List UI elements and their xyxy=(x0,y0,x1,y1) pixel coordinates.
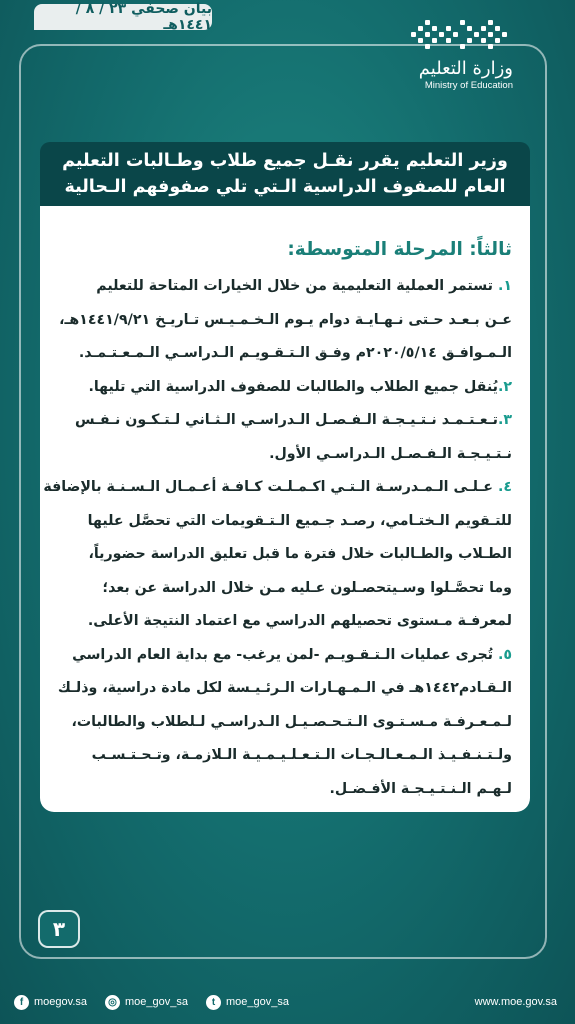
paragraph-line xyxy=(43,471,512,505)
paragraph-line xyxy=(54,672,512,706)
instagram-icon: ◎ xyxy=(105,995,120,1010)
paragraph-line xyxy=(54,337,512,371)
item-number: ٤. xyxy=(497,479,512,495)
footer xyxy=(0,980,575,1024)
paragraph-line xyxy=(54,371,512,405)
headline-line-1: وزير التعليم يقرر نقـل جميع طلاب وطـالبات التعليم xyxy=(62,151,508,171)
line-text: لـهـم الـنـتـيـجـة الأفـضـل. xyxy=(329,780,512,797)
line-text: للتـقويم الـختـامي، رصـد جـميع الـتـقويمات التي تحصَّل عليها xyxy=(87,512,512,529)
paragraph-line xyxy=(54,304,512,338)
facebook-link[interactable] xyxy=(14,995,87,1010)
ministry-name-english: Ministry of Education xyxy=(424,80,513,91)
ministry-name-arabic: وزارة التعليم xyxy=(418,58,513,79)
twitter-handle: moe_gov_sa xyxy=(226,996,289,1008)
line-text: لـمـعـرفـة مـسـتـوى الـتـحـصـيـل الـدراسـي لـلطلاب والطالبات، xyxy=(71,713,512,730)
item-number: ١. xyxy=(497,278,512,294)
line-text: يُنقل جميع الطلاب والطالبات للصفوف الدراسية التي تليها. xyxy=(88,378,498,395)
paragraph-line xyxy=(54,639,512,673)
paragraph-line xyxy=(54,538,512,572)
paragraph-line xyxy=(54,706,512,740)
paragraph-line xyxy=(54,270,512,304)
line-text: عـن بـعـد حـتى نـهـايـة دوام يـوم الـخـمـيـس تـاريـخ ١٤٤١/٩/٢١هـ، xyxy=(59,311,512,328)
headline-line-2: العام للصفوف الدراسية الـتي تلي صفوفهم الـحالية xyxy=(64,177,506,197)
line-text: وما تحصَّـلوا وسـيتحصـلون عـليه مـن خلال الدراسة عن بعد؛ xyxy=(102,579,512,596)
line-text: الطـلاب والطـالبات خلال فترة ما قبل تعليق الدراسة حضورياً، xyxy=(88,546,512,562)
line-text: لمعرفـة مـستوى تحصيلهم الدراسي مع اعتماد النتيجة الأعلى. xyxy=(87,613,512,629)
instagram-link[interactable] xyxy=(105,995,188,1010)
twitter-link[interactable] xyxy=(206,995,289,1010)
line-text: نـتـيـجـة الـفـصـل الـدراسـي الأول. xyxy=(269,445,512,462)
website-link[interactable]: www.moe.gov.sa xyxy=(474,996,557,1008)
paragraph-line xyxy=(54,404,512,438)
paragraph-list xyxy=(43,270,512,806)
facebook-handle: moegov.sa xyxy=(34,996,87,1008)
content-card xyxy=(40,206,530,812)
moe-logo-icon xyxy=(407,18,517,54)
ministry-logo xyxy=(397,18,517,96)
item-number: ٢. xyxy=(497,378,512,395)
press-release-badge: بيان صحفي ٢٣ / ٨ /١٤٤١هـ xyxy=(34,4,212,30)
line-text: الـقـادم١٤٤٢هـ في الـمـهـارات الـرئـيـسة لكل مادة دراسية، وذلـك xyxy=(57,680,512,696)
line-text: ولـتـنـفـيـذ الـمـعـالـجـات الـتـعـلـيـمـيـة الـلازمـة، وتـحـتـسـب xyxy=(91,747,512,763)
item-number: ٥. xyxy=(497,646,512,663)
line-text: تستمر العملية التعليمية من خلال الخيارات المتاحة للتعليم xyxy=(96,278,498,294)
page-number: ٣ xyxy=(38,910,80,948)
line-text: الـمـوافـق ٢٠٢٠/٥/١٤م وفـق الـتـقـويـم الـدراسـي الـمـعـتـمـد. xyxy=(78,345,512,361)
paragraph-line xyxy=(54,605,512,639)
instagram-handle: moe_gov_sa xyxy=(125,996,188,1008)
paragraph-line xyxy=(54,505,512,539)
twitter-icon: t xyxy=(206,995,221,1010)
section-title: ثالثاً: المرحلة المتوسطة: xyxy=(287,239,512,260)
line-text: عـلـى الـمـدرسـة الـتـي اكـمـلـت كـافـة أعـمـال الـسـنـة بالإضافة xyxy=(43,479,498,495)
paragraph-line xyxy=(54,739,512,773)
paragraph-line xyxy=(54,773,512,807)
paragraph-line xyxy=(54,572,512,606)
line-text: تـعـتـمـد نـتـيـجـة الـفـصـل الـدراسـي الـثـاني لـتـكـون نـفـس xyxy=(75,412,498,428)
facebook-icon: f xyxy=(14,995,29,1010)
headline-banner xyxy=(40,142,530,206)
line-text: تُجرى عمليات الـتـقـويـم -لمن يرغب- مع بداية العام الدراسي xyxy=(72,646,498,663)
paragraph-line xyxy=(54,438,512,472)
item-number: ٣. xyxy=(497,412,512,428)
